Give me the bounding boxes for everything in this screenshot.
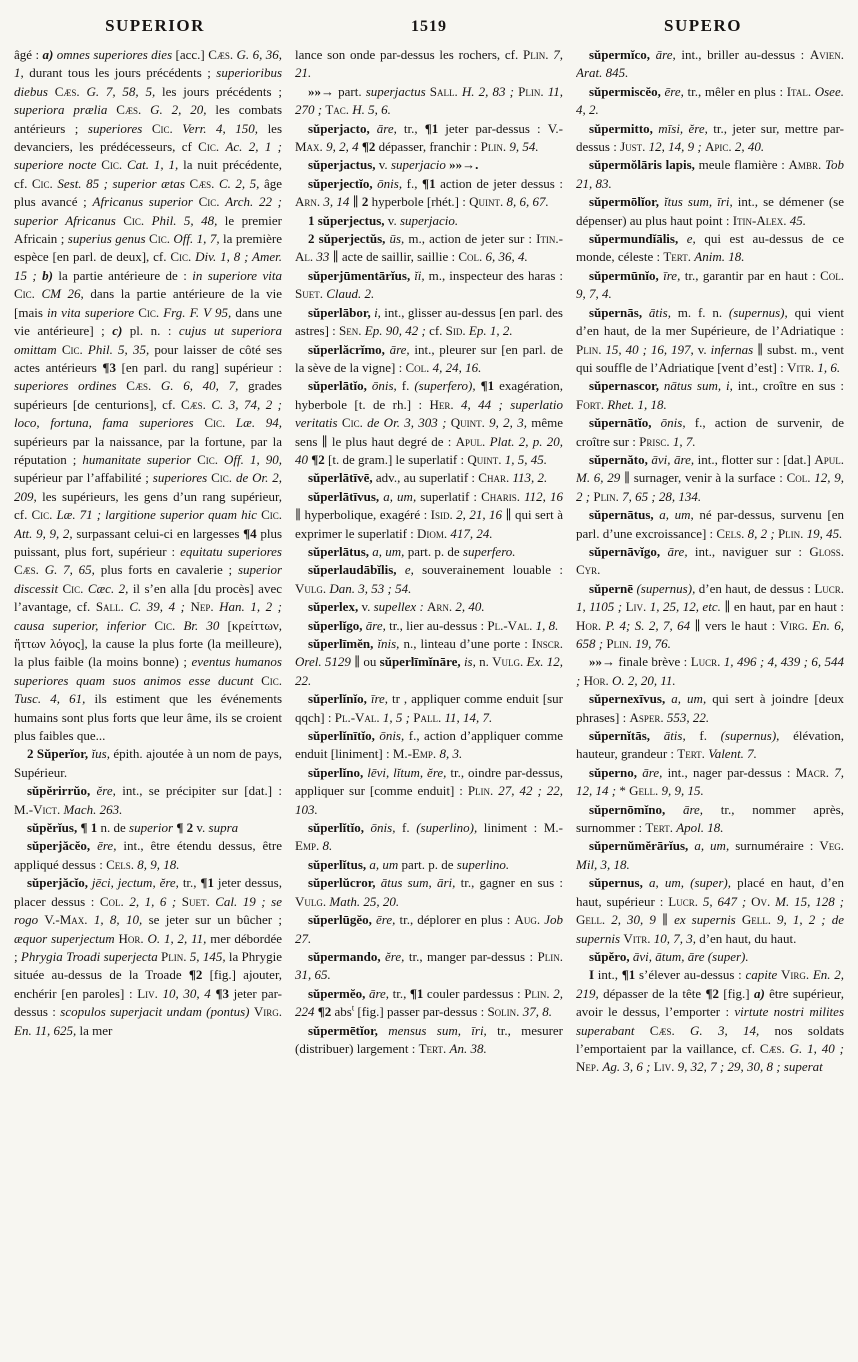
dictionary-entry: sŭperlĭtĭo, ōnis, f. (superlino), liniment : M.-Emp. 8.	[295, 820, 563, 854]
dictionary-entry: sŭpernus, a, um, (super), placé en haut, d’en haut, supérieur : Lucr. 5, 647 ; Ov. M. 15, 128 ; Gell. 2, 30, 9 ∥ ex supernis Gell. 9, 1, 2 ; de supernis Vitr. 10, 7, 3, d’en haut, du haut.	[576, 875, 844, 946]
dictionary-entry: sŭpermūnĭo, īre, tr., garantir par en haut : Col. 9, 7, 4.	[576, 267, 844, 302]
text-column-1	[14, 46, 282, 1348]
continuation-paragraph: lance son onde par-dessus les rochers, cf. Plin. 7, 21.	[295, 47, 563, 81]
text-column-2	[295, 46, 563, 1348]
page-header	[0, 0, 858, 42]
dictionary-entry: sŭpernăto, āvi, āre, int., flotter sur : [dat.] Apul. M. 6, 29 ∥ surnager, venir à la surface : Col. 12, 9, 2 ; Plin. 7, 65 ; 28, 134.	[576, 451, 844, 504]
dictionary-entry: sŭperlŭcror, ātus sum, āri, tr., gagner en sus : Vulg. Math. 25, 20.	[295, 875, 563, 909]
dictionary-entry: sŭpernŭmĕrārĭus, a, um, surnuméraire : Veg. Mil, 3, 18.	[576, 838, 844, 872]
dictionary-entry: sŭpermĭco, āre, int., briller au-dessus : Avien. Arat. 845.	[576, 47, 844, 81]
dictionary-entry: sŭpernē (supernus), d’en haut, de dessus : Lucr. 1, 1105 ; Liv. 1, 25, 12, etc. ∥ en haut, par en haut : Hor. P. 4; S. 2, 7, 64 ∥ vers le haut : Virg. En. 6, 658 ; Plin. 19, 76.	[576, 580, 844, 651]
dictionary-entry: sŭperlĭno, lēvi, lĭtum, ĕre, tr., oindre par-dessus, appliquer sur [comme enduit] : Plin. 27, 42 ; 22, 103.	[295, 764, 563, 817]
dictionary-entry: sŭpĕro, āvi, ātum, āre (super).	[589, 948, 749, 964]
running-title-left: SUPERIOR	[105, 16, 205, 35]
dictionary-entry: sŭperjectĭo, ōnis, f., ¶1 action de jeter dessus : Arn. 3, 14 ∥ 2 hyperbole [rhét.] : Quint. 8, 6, 67.	[295, 175, 563, 210]
dictionary-entry: sŭperjūmentārĭus, ĭi, m., inspecteur des haras : Suet. Claud. 2.	[295, 267, 563, 302]
dictionary-entry: sŭpernĭtās, ātis, f. (supernus), élévation, hauteur, grandeur : Tert. Valent. 7.	[576, 728, 844, 762]
dictionary-entry: sŭperjăcĕo, ēre, int., être étendu dessus, être appliqué dessus : Cels. 8, 9, 18.	[14, 838, 282, 872]
running-title-right: SUPERO	[664, 16, 742, 35]
dictionary-entry: sŭperlābor, i, int., glisser au-dessus [en parl. des astres] : Sen. Ep. 90, 42 ; cf. Sid. Ep. 1, 2.	[295, 304, 563, 339]
dictionary-entry: sŭperlūgĕo, ēre, tr., déplorer en plus : Aug. Job 27.	[295, 912, 563, 946]
dictionary-entry: sŭpernātus, a, um, né par-dessus, survenu [en parl. d’une excroissance] : Cels. 8, 2 ; Plin. 19, 45.	[576, 507, 844, 541]
dictionary-entry: sŭperlātīvus, a, um, superlatif : Charis. 112, 16 ∥ hyperbolique, exagéré : Isid. 2, 21, 16 ∥ qui sert à exprimer le superlatif : Diom. 417, 24.	[295, 488, 563, 541]
dictionary-entry: 1 sŭperjectus, v. superjacio.	[308, 212, 459, 228]
dictionary-entry: sŭperlātīvē, adv., au superlatif : Char. 113, 2.	[308, 470, 548, 486]
dictionary-entry: sŭperlĭnītĭo, ōnis, f., action d’appliquer comme enduit [liniment] : M.-Emp. 8, 3.	[295, 728, 563, 762]
dictionary-entry: sŭpermōlĭor, ĭtus sum, īri, int., se démener (se dépenser) au plus haut point : Itin-Alex. 45.	[576, 194, 844, 228]
dictionary-entry: sŭperlaudābĭlis, e, souverainement louable : Vulg. Dan. 3, 53 ; 54.	[295, 562, 563, 596]
dictionary-entry: sŭpermĕo, āre, tr., ¶1 couler pardessus : Plin. 2, 224 ¶2 abs$^t$ [fig.] passer par-dessus : Solin. 37, 8.	[295, 985, 563, 1020]
dictionary-entry: sŭpernās, ātis, m. f. n. (supernus), qui vient d’en haut, de la mer Supérieure, de l’Adriatique : Plin. 15, 40 ; 16, 197, v. infernas ∥ subst. m., vent qui souffle de l’Adriatique [vent d’est] : Vitr. 1, 6.	[576, 304, 844, 375]
dictionary-entry: sŭpermando, ĕre, tr., manger par-dessus : Plin. 31, 65.	[295, 948, 563, 983]
dictionary-entry: 2 Sŭperĭor, ĭus, épith. ajoutée à un nom de pays, Supérieur.	[14, 746, 282, 780]
dictionary-entry: sŭpernātĭo, ōnis, f., action de survenir, de croître sur : Prisc. 1, 7.	[576, 415, 844, 449]
page-number: 1519	[411, 18, 447, 35]
dictionary-entry: I int., ¶1 s’élever au-dessus : capite Virg. En. 2, 219, dépasser de la tête ¶2 [fig.] a) être supérieur, avoir le dessus, l’emporter : virtute nostri milites superabant Cæs. G. 3, 14, nos soldats l’emportaient par la vaillance, cf. Cæs. G. 1, 40 ; Nep. Ag. 3, 6 ; Liv. 9, 32, 7 ; 29, 30, 8 ; superat	[576, 967, 844, 1075]
dictionary-entry: sŭperlĭgo, āre, tr., lier au-dessus : Pl.-Val. 1, 8.	[308, 617, 559, 633]
dictionary-entry: 2 sŭperjectŭs, ūs, m., action de jeter sur : Itin.-Al. 33 ∥ acte de saillir, saillie : Col. 6, 36, 4.	[295, 231, 563, 265]
dictionary-entry: sŭperlex, v. supellex : Arn. 2, 40.	[308, 599, 485, 615]
grammar-note: »»→ part. superjactus Sall. H. 2, 83 ; Plin. 11, 270 ; Tac. H. 5, 6.	[295, 83, 563, 118]
dictionary-entry: sŭperjactus, v. superjacio »»→.	[308, 157, 479, 173]
dictionary-entry: sŭperjacto, āre, tr., ¶1 jeter par-dessus : V.-Max. 9, 2, 4 ¶2 dépasser, franchir : Plin. 9, 54.	[295, 120, 563, 155]
grammar-note: »»→ finale brève : Lucr. 1, 496 ; 4, 439 ; 6, 544 ; Hor. O. 2, 20, 11.	[576, 654, 844, 688]
dictionary-entry: sŭpermētĭor, mensus sum, īri, tr., mesurer (distribuer) largement : Tert. An. 38.	[295, 1022, 563, 1056]
dictionary-entry: sŭpernexīvus, a, um, qui sert à joindre [deux phrases] : Asper. 553, 22.	[576, 691, 844, 725]
dictionary-entry: sŭperjăcĭo, jēci, jectum, ĕre, tr., ¶1 jeter dessus, placer dessus : Col. 2, 1, 6 ; Suet. Cal. 19 ; se rogo V.-Max. 1, 8, 10, se jeter sur un bûcher ; æquor superjectum Hor. O. 1, 2, 11, mer débordée ; Phrygia Troadi superjecta Plin. 5, 145, la Phrygie située au-dessus de la Troade ¶2 [fig.] ajouter, enchérir [en paroles] : Liv. 10, 30, 4 ¶3 jeter par-dessus : scopulos superjacit undam (pontus) Virg. En. 11, 625, la mer	[14, 875, 282, 1038]
dictionary-entry: sŭperlăcrĭmo, āre, int., pleurer sur [en parl. de la sève de la vigne] : Col. 4, 24, 16.	[295, 341, 563, 375]
dictionary-entry: sŭpermiscĕo, ēre, tr., mêler en plus : Ital. Osee. 4, 2.	[576, 83, 844, 118]
dictionary-entry: sŭpermundĭālis, e, qui est au-dessus de ce monde, céleste : Tert. Anim. 18.	[576, 231, 844, 265]
dictionary-entry: sŭperlātus, a, um, part. p. de superfero.	[308, 543, 516, 559]
dictionary-entry: sŭpermŏlāris lapis, meule flamière : Ambr. Tob 21, 83.	[576, 157, 844, 191]
dictionary-entry: sŭpĕrĭus, ¶ 1 n. de superior ¶ 2 v. supra	[27, 820, 239, 836]
text-column-3	[576, 46, 844, 1348]
columns	[0, 42, 858, 1348]
dictionary-entry: sŭpernāvĭgo, āre, int., naviguer sur : Gloss. Cyr.	[576, 543, 844, 578]
dictionary-entry: sŭperlĭnĭo, īre, tr , appliquer comme enduit [sur qqch] : Pl.-Val. 1, 5 ; Pall. 11, 14, 7.	[295, 691, 563, 725]
dictionary-entry: sŭpermitto, mīsi, ĕre, tr., jeter sur, mettre par-dessus : Just. 12, 14, 9 ; Apic. 2, 40.	[576, 120, 844, 155]
dictionary-entry: sŭperlātĭo, ōnis, f. (superfero), ¶1 exagération, hyberbole [t. de rh.] : Her. 4, 44 ; superlatio veritatis Cic. de Or. 3, 303 ; Quint. 9, 2, 3, même sens ∥ le plus haut degré de : Apul. Plat. 2, p. 20, 40 ¶2 [t. de gram.] le superlatif : Quint. 1, 5, 45.	[295, 378, 563, 467]
dictionary-entry: sŭperlīmĕn, ĭnis, n., linteau d’une porte : Inscr. Orel. 5129 ∥ ou sŭperlīmĭnāre, is, n. Vulg. Ex. 12, 22.	[295, 636, 563, 688]
continuation-paragraph: âgé : a) omnes superiores dies [acc.] Cæs. G. 6, 36, 1, durant tous les jours précédents ; superioribus diebus Cæs. G. 7, 58, 5, les jours précédents ; superiora prælia Cæs. G. 2, 20, les combats antérieurs ; superiores Cic. Verr. 4, 150, les devanciers, les prédécesseurs, cf Cic. Ac. 2, 1 ; superiore nocte Cic. Cat. 1, 1, la nuit précédente, cf. Cic. Sest. 85 ; superior ætas Cæs. C. 2, 5, âge plus avancé ; Africanus superior Cic. Arch. 22 ; superior Africanus Cic. Phil. 5, 48, le premier Africain ; superius genus Cic. Off. 1, 7, la première espèce [en parl. de deux], cf. Cic. Div. 1, 8 ; Amer. 15 ; b) la partie antérieure de : in superiore vita Cic. CM 26, dans la partie antérieure de la vie [mais in vita superiore Cic. Frg. F. V 95, dans une vie antérieure] ; c) pl. n. : cujus ut superiora omittam Cic. Phil. 5, 35, pour laisser de côté ses actes antérieurs ¶3 [en parl. du rang] supérieur : superiores ordines Cæs. G. 6, 40, 7, grades supérieurs [de centurions], cf. Cæs. C. 3, 74, 2 ; loco, fortuna, fama superiores Cic. Læ. 94, supérieurs par la naissance, par la fortune, par la réputation ; humanitate superior Cic. Off. 1, 90, supérieur par l’affabilité ; superiores Cic. de Or. 2, 209, les supérieurs, les gens d’un rang supérieur, cf. Cic. Læ. 71 ; largitione superior quam hic Cic. Att. 9, 9, 2, surpassant celui-ci en largesses ¶4 plus puissant, plus fort, supérieur : equitatu superiores Cæs. G. 7, 65, plus forts en cavalerie ; superior discessit Cic. Cæc. 2, il s’en alla [du procès] avec l’avantage, cf. Sall. C. 39, 4 ; Nep. Han. 1, 2 ; causa superior, inferior Cic. Br. 30 [κρείττων, ἥττων λόγος], la cause la plus forte (la meilleure), la plus faible (la moins bonne) ; eventus humanos superiores quam suos animos esse ducunt Cic. Tusc. 4, 61, ils estiment que les événements humains sont plus forts que leur âme, ils se croient plus faibles que...	[14, 47, 282, 744]
dictionary-entry: sŭpĕrirrŭo, ĕre, int., se précipiter sur [dat.] : M.-Vict. Mach. 263.	[14, 783, 282, 817]
dictionary-entry: sŭpernōmĭno, āre, tr., nommer après, surnommer : Tert. Apol. 18.	[576, 801, 844, 836]
dictionary-entry: sŭperno, āre, int., nager par-dessus : Macr. 7, 12, 14 ; * Gell. 9, 9, 15.	[576, 764, 844, 799]
dictionary-entry: sŭpernascor, nātus sum, i, int., croître en sus : Fort. Rhet. 1, 18.	[576, 378, 844, 412]
dictionary-entry: sŭperlĭtus, a, um part. p. de superlino.	[308, 856, 510, 872]
